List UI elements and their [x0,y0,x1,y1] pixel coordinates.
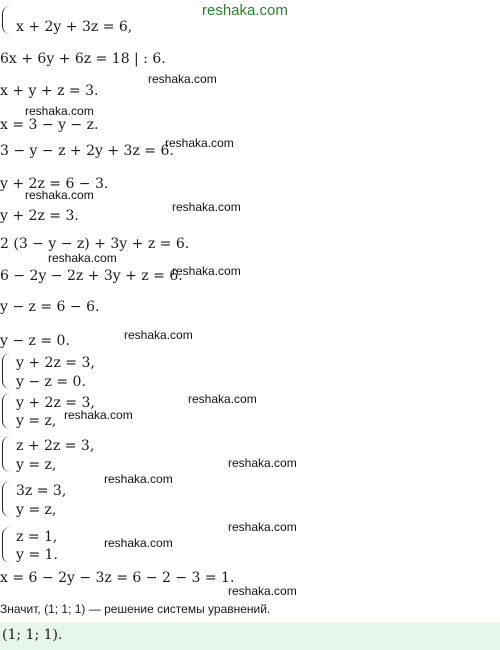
equation-line: y + 2z = 6 − 3. [0,176,109,192]
system-brace [2,527,11,563]
watermark: reshaka.com [104,536,173,550]
system-brace [2,481,11,517]
watermark-top: reshaka.com [202,2,288,19]
equation-line: 2 (3 − y − z) + 3y + z = 6. [0,236,190,252]
watermark: reshaka.com [48,251,117,265]
watermark: reshaka.com [172,264,241,278]
watermark: reshaka.com [188,392,257,406]
watermark: reshaka.com [25,188,94,202]
system-brace [2,393,11,429]
conclusion-text: Значит, (1; 1; 1) — решение системы уравнений. [0,602,271,616]
answer-box [0,622,500,650]
equation-line: x = 3 − y − z. [0,117,99,133]
equation-line: x + y + z = 3. [0,83,99,99]
system-equation: y − z = 0. [16,374,86,390]
watermark: reshaka.com [228,520,297,534]
system-equation: y = z, [16,413,57,429]
watermark: reshaka.com [25,104,94,118]
watermark: reshaka.com [64,408,133,422]
system-brace [2,6,11,34]
system-equation: y = z, [16,457,57,473]
watermark: reshaka.com [104,472,173,486]
system-equation: 3z = 3, [16,483,67,499]
system-equation: z + 2z = 3, [16,438,95,454]
watermark: reshaka.com [172,200,241,214]
equation-line: y − z = 6 − 6. [0,299,100,315]
equation-line: y − z = 0. [0,333,70,349]
equation-line: 6x + 6y + 6z = 18 | : 6. [0,51,166,67]
watermark: reshaka.com [124,328,193,342]
watermark: reshaka.com [228,456,297,470]
system-equation: y + 2z = 3, [16,355,95,371]
system-brace [2,353,11,389]
equation-line: 6 − 2y − 2z + 3y + z = 6. [0,268,183,284]
system-equation: x + 2y + 3z = 6, [16,19,133,35]
system-equation: z = 1, [16,529,58,545]
system-equation: y = 1. [16,547,58,563]
watermark: reshaka.com [148,72,217,86]
system-brace [2,436,11,472]
system-equation: y + 2z = 3, [16,395,95,411]
equation-line: y + 2z = 3. [0,208,79,224]
system-equation: y = z, [16,502,57,518]
equation-line: 3 − y − z + 2y + 3z = 6. [0,143,174,159]
equation-line: x = 6 − 2y − 3z = 6 − 2 − 3 = 1. [0,570,235,586]
watermark: reshaka.com [228,584,297,598]
watermark: reshaka.com [165,136,234,150]
answer-text: (1; 1; 1). [2,627,63,643]
